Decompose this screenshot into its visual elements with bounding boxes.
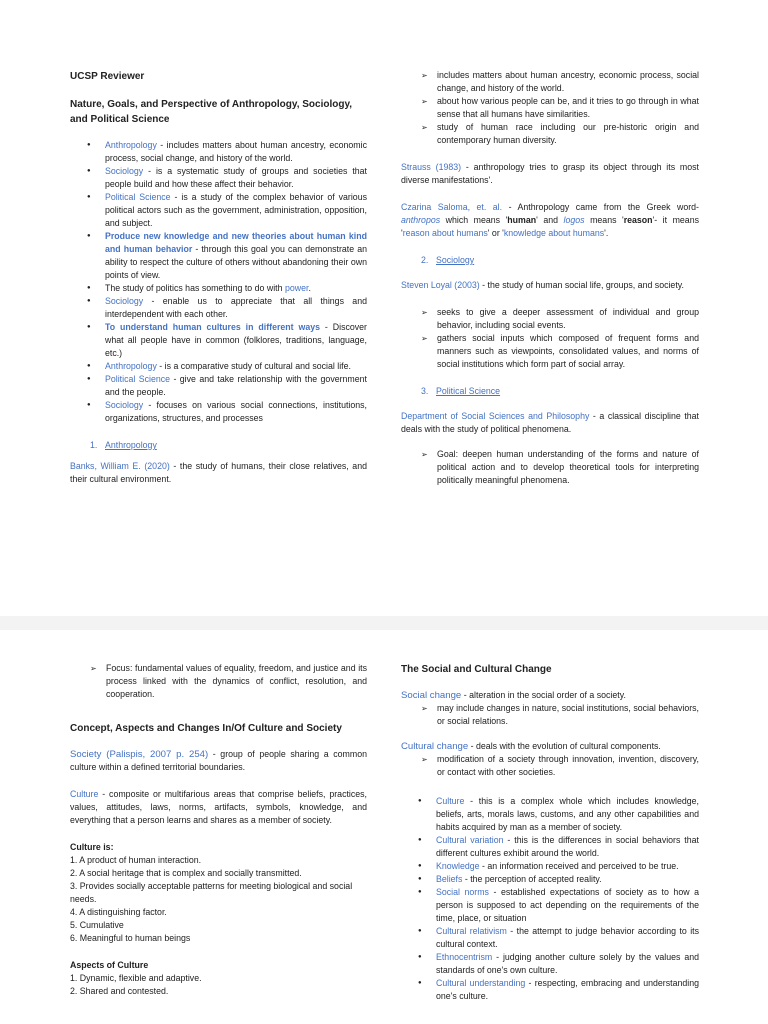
arrow-bullet-icon: ➢ bbox=[421, 71, 428, 80]
list-item: 2. Shared and contested. bbox=[70, 986, 169, 996]
bullet-item: ● Political Science - is a study of the complex behavior of various political actors such as the government, administration, opposition, and subject. bbox=[70, 191, 367, 230]
culture-is-heading: Culture is: bbox=[70, 842, 114, 852]
bullet-item: ● To understand human cultures in different ways - Discover what all people have in common (folklores, traditions, language, etc.) bbox=[70, 321, 367, 360]
arrow-item: ➢ study of human race including our pre-historic origin and contemporary human diversity. bbox=[421, 122, 699, 145]
social-change-definition: Social change - alteration in the social order of a society. bbox=[401, 690, 626, 701]
bullet-item: ● Social norms - established expectations of society as to how a person is supposed to act depending on the requirements of the time, place, or situation bbox=[401, 886, 699, 925]
section-heading: Concept, Aspects and Changes In/Of Culture and Society bbox=[70, 723, 342, 734]
list-item: 4. A distinguishing factor. bbox=[70, 907, 167, 917]
list-item: 2. A social heritage that is complex and socially transmitted. bbox=[70, 868, 302, 878]
bullet-item: ● Sociology - is a systematic study of groups and societies that people build and how these affect their behavior. bbox=[70, 165, 367, 191]
section-heading: Nature, Goals, and Perspective of Anthropology, Sociology, and Political Science bbox=[70, 99, 353, 125]
bullet-item: ● Culture - this is a complex whole which includes knowledge, beliefs, arts, morals laws, customs, and any other capabilities and habits acquired by man as a member of society. bbox=[401, 795, 699, 834]
arrow-bullet-icon: ➢ bbox=[421, 97, 428, 106]
bullet-item: ● Cultural understanding - respecting, embracing and understanding one's culture. bbox=[401, 977, 699, 1003]
list-item: 3. Provides socially acceptable patterns for meeting biological and social needs. bbox=[70, 881, 353, 904]
bullet-item: ● Sociology - focuses on various social connections, institutions, organizations, structures, and processes bbox=[70, 399, 367, 425]
bullet-item: ● Ethnocentrism - judging another culture solely by the values and standards of one's own culture. bbox=[401, 951, 699, 977]
section-political-science-heading: 3. Political Science bbox=[421, 386, 501, 396]
arrow-bullet-icon: ➢ bbox=[421, 755, 428, 764]
overview-bullet-list bbox=[70, 139, 367, 425]
document-title: UCSP Reviewer bbox=[70, 71, 145, 82]
list-item: 5. Cumulative bbox=[70, 920, 124, 930]
bullet-item: ● Sociology - enable us to appreciate that all things and interdependent with each other. bbox=[70, 295, 367, 321]
list-item: 1. Dynamic, flexible and adaptive. bbox=[70, 973, 202, 983]
bullet-item: ● Produce new knowledge and new theories about human kind and human behavior - through this goal you can demonstrate an ability to respect the culture of others without abandoning their own points of view. bbox=[70, 230, 367, 282]
arrow-item: ➢ modification of a society through innovation, invention, discovery, or contact with other societies. bbox=[421, 754, 699, 777]
dept-definition: Department of Social Sciences and Philosophy - a classical discipline that deals with the study of political phenomena. bbox=[401, 411, 699, 434]
arrow-item: ➢ may include changes in nature, social institutions, social behaviors, or social relations. bbox=[421, 703, 699, 726]
bullet-item: ● The study of politics has something to do with power. bbox=[70, 282, 367, 295]
arrow-item: ➢ includes matters about human ancestry, economic process, social change, and history of the world. bbox=[421, 70, 699, 93]
arrow-bullet-icon: ➢ bbox=[90, 664, 97, 673]
anthropology-arrow-list bbox=[401, 69, 699, 147]
cultural-change-arrow-list bbox=[401, 753, 699, 779]
page1-left-column bbox=[70, 69, 367, 486]
page2-left-column bbox=[70, 662, 367, 998]
bullet-item: ● Cultural relativism - the attempt to judge behavior according to its cultural context. bbox=[401, 925, 699, 951]
cultural-change-definition: Cultural change - deals with the evolution of cultural components. bbox=[401, 741, 661, 752]
social-change-arrow-list bbox=[401, 702, 699, 728]
bullet-item: ● Beliefs - the perception of accepted reality. bbox=[401, 873, 699, 886]
bullet-item: ● Cultural variation - this is the differences in social behaviors that different cultures exhibit around the world. bbox=[401, 834, 699, 860]
culture-definition: Culture - composite or multifarious areas that comprise beliefs, practices, values, attitudes, laws, norms, artifacts, symbols, knowledge, and everything that a person learns and shares as a member of society. bbox=[70, 789, 367, 825]
page2-right-column bbox=[401, 662, 699, 1003]
arrow-item: ➢ Focus: fundamental values of equality, freedom, and justice and its process linked with the dynamics of conflict, resolution, and cooperation. bbox=[90, 663, 367, 699]
arrow-bullet-icon: ➢ bbox=[421, 123, 428, 132]
culture-terms-list bbox=[401, 795, 699, 1003]
page1-right-column bbox=[401, 69, 699, 487]
bullet-item: ● Anthropology - includes matters about human ancestry, economic process, social change, and history of the world. bbox=[70, 139, 367, 165]
section-sociology-heading: 2. Sociology bbox=[421, 255, 475, 265]
aspects-list bbox=[70, 972, 367, 998]
focus-arrow-list bbox=[70, 662, 367, 701]
arrow-bullet-icon: ➢ bbox=[421, 450, 428, 459]
section-anthropology-heading: 1. Anthropology bbox=[90, 440, 157, 450]
culture-is-list bbox=[70, 854, 367, 945]
bullet-item: ● Anthropology - is a comparative study of cultural and social life. bbox=[70, 360, 367, 373]
arrow-bullet-icon: ➢ bbox=[421, 704, 428, 713]
sociology-arrow-list bbox=[401, 306, 699, 371]
document-page-2 bbox=[0, 630, 768, 1024]
society-definition: Society (Palispis, 2007 p. 254) - group of people sharing a common culture within a defined territorial boundaries. bbox=[70, 749, 367, 772]
czarina-definition: Czarina Saloma, et. al. - Anthropology came from the Greek word- anthropos which means 'human' and logos means 'reason'- it means 'reason about humans' or 'knowledge about humans'. bbox=[401, 202, 699, 238]
banks-definition: Banks, William E. (2020) - the study of humans, their close relatives, and their cultural environment. bbox=[70, 461, 367, 484]
bullet-item: ● Knowledge - an information received and perceived to be true. bbox=[401, 860, 699, 873]
arrow-item: ➢ about how various people can be, and it tries to go through in what sense that all humans have similarities. bbox=[421, 96, 699, 119]
loyal-definition: Steven Loyal (2003) - the study of human social life, groups, and society. bbox=[401, 280, 684, 290]
list-item: 6. Meaningful to human beings bbox=[70, 933, 191, 943]
section-heading: The Social and Cultural Change bbox=[401, 664, 552, 675]
bullet-item: ● Political Science - give and take relationship with the government and the people. bbox=[70, 373, 367, 399]
list-item: 1. A product of human interaction. bbox=[70, 855, 202, 865]
arrow-bullet-icon: ➢ bbox=[421, 334, 428, 343]
arrow-item: ➢ gathers social inputs which composed of frequent forms and manners such as viewpoints, consolidated values, and norms of social institutions which form part of social array. bbox=[421, 333, 699, 369]
political-science-arrow-list bbox=[401, 448, 699, 487]
arrow-item: ➢ seeks to give a deeper assessment of individual and group behavior, including social events. bbox=[421, 307, 699, 330]
aspects-heading: Aspects of Culture bbox=[70, 960, 149, 970]
arrow-item: ➢ Goal: deepen human understanding of the forms and nature of political action and to develop theoretical tools for interpreting politically meaningful phenomena. bbox=[421, 449, 699, 485]
strauss-definition: Strauss (1983) - anthropology tries to grasp its object through its most diverse manifestations'. bbox=[401, 162, 699, 185]
arrow-bullet-icon: ➢ bbox=[421, 308, 428, 317]
